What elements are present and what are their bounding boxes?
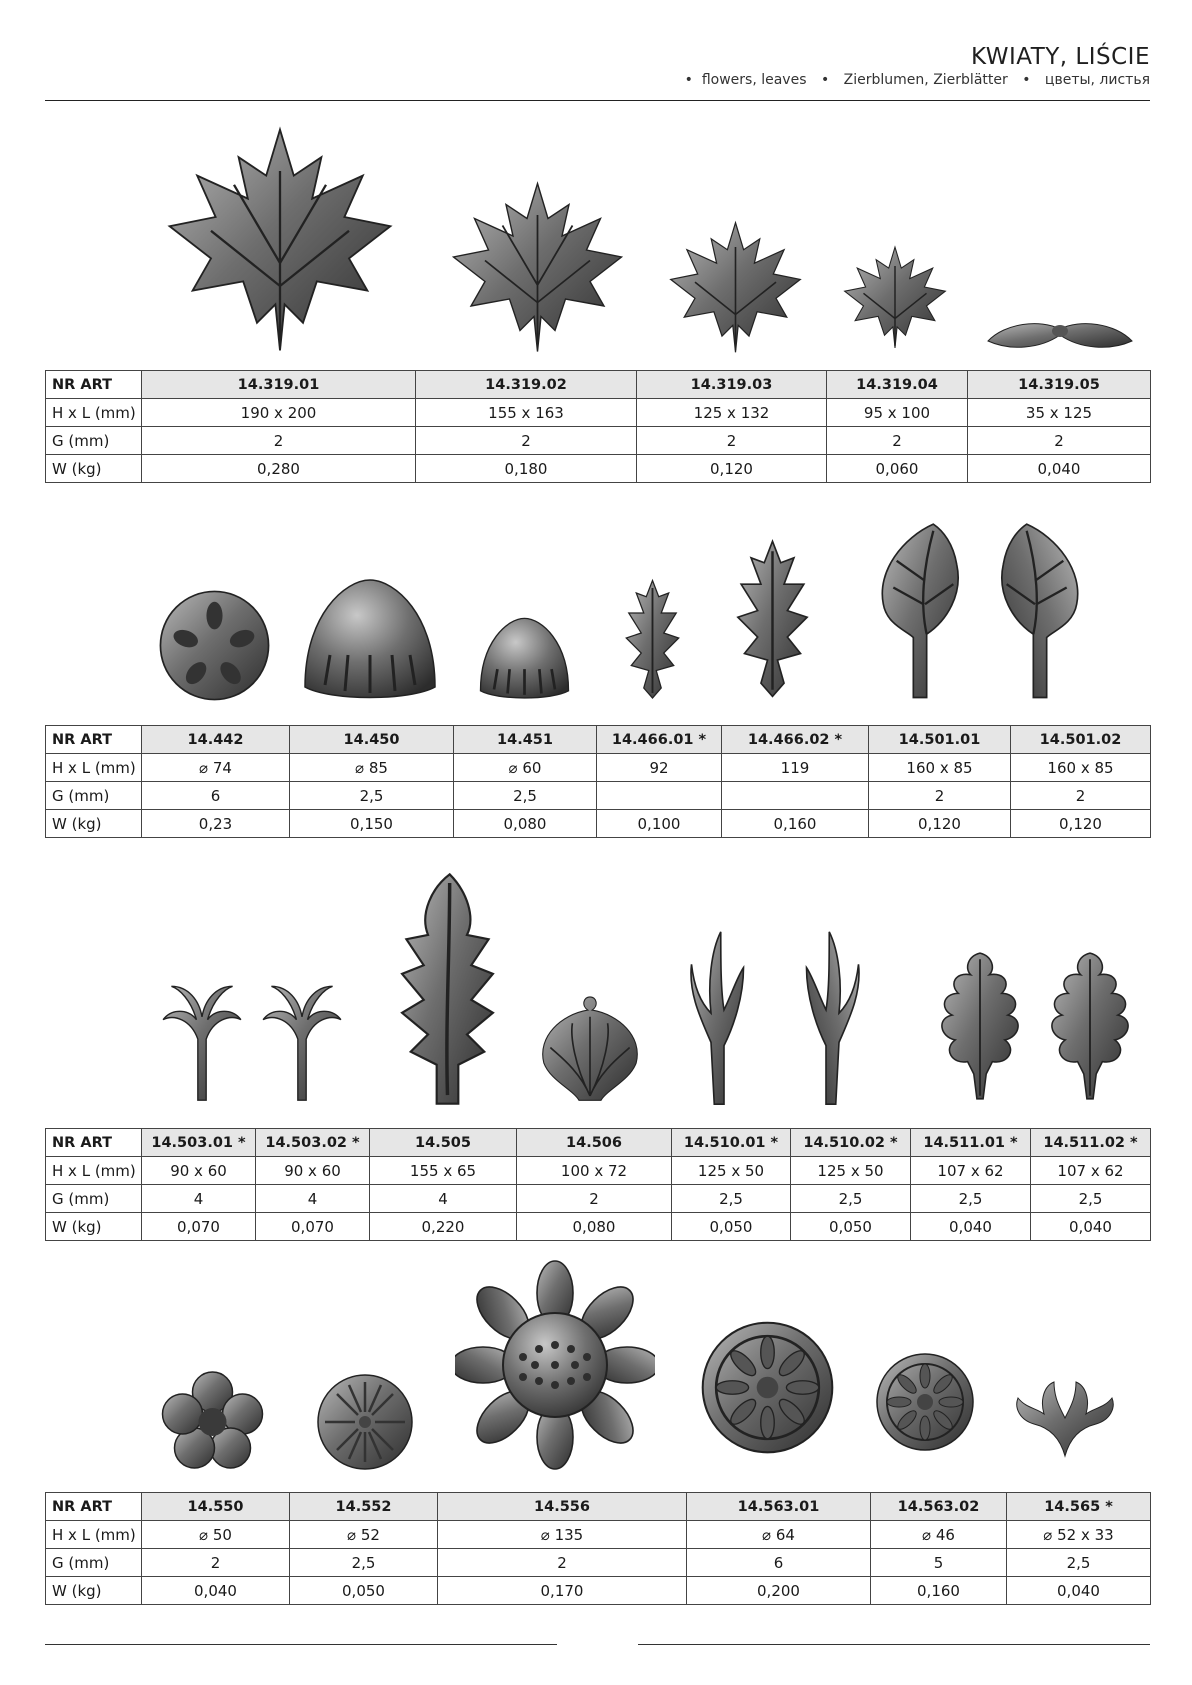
tulip-leaf-right-image xyxy=(800,928,865,1108)
table-row-gauge: G (mm) 6 2,5 2,5 2 2 xyxy=(46,782,1151,810)
leaf-stem-right-image xyxy=(990,520,1090,705)
spec-table-maple xyxy=(45,370,1151,483)
dome-small-image xyxy=(477,615,572,703)
section-domes-leaves xyxy=(45,520,1150,840)
table-row-weight: W (kg) 0,040 0,050 0,170 0,200 0,160 0,040 xyxy=(46,1577,1151,1605)
oak-leaf-left-image xyxy=(930,950,1030,1105)
maple-leaf-medium-image xyxy=(445,180,630,355)
table-row-gauge: G (mm) 2 2,5 2 6 5 2,5 xyxy=(46,1549,1151,1577)
rosette-large-image xyxy=(700,1320,835,1455)
section-maple-leaves xyxy=(45,120,1150,490)
acanthus-leaf-large-image xyxy=(725,538,820,703)
maple-leaf-large-image xyxy=(160,125,400,355)
oak-leaf-right-image xyxy=(1040,950,1140,1105)
table-row-size: H x L (mm) 190 x 200 155 x 163 125 x 132 95 x 100 35 x 125 xyxy=(46,399,1151,427)
subtitle-german: Zierblumen, Zierblätter xyxy=(843,72,1008,88)
subtitle-english: flowers, leaves xyxy=(701,72,807,88)
table-row-size: H x L (mm) 90 x 60 90 x 60 155 x 65 100 x 72 125 x 50 125 x 50 107 x 62 107 x 62 xyxy=(46,1157,1151,1185)
spec-table-sprays xyxy=(45,1128,1151,1241)
table-row-gauge: G (mm) 4 4 4 2 2,5 2,5 2,5 2,5 xyxy=(46,1185,1151,1213)
table-row-weight: W (kg) 0,070 0,070 0,220 0,080 0,050 0,050 0,040 0,040 xyxy=(46,1213,1151,1241)
header-divider xyxy=(45,100,1150,101)
footer-divider-right xyxy=(638,1644,1150,1645)
section-sprays-oak xyxy=(45,870,1150,1250)
table-row-art: NR ART 14.442 14.450 14.451 14.466.01 * 14.466.02 * 14.501.01 14.501.02 xyxy=(46,726,1151,754)
maple-seed-image xyxy=(985,315,1135,355)
subtitle-russian: цветы, листья xyxy=(1044,72,1150,88)
footer-divider-left xyxy=(45,1644,557,1645)
spray-right-image xyxy=(257,978,347,1103)
rosette-disc-image xyxy=(157,588,272,703)
table-row-art: NR ART 14.550 14.552 14.556 14.563.01 14.563.02 14.565 * xyxy=(46,1493,1151,1521)
spray-left-image xyxy=(157,978,247,1103)
table-row-weight: W (kg) 0,23 0,150 0,080 0,100 0,160 0,120 0,120 xyxy=(46,810,1151,838)
dome-large-image xyxy=(300,575,440,705)
section-flowers xyxy=(45,1260,1150,1620)
table-row-art: NR ART 14.319.01 14.319.02 14.319.03 14.319.04 14.319.05 xyxy=(46,371,1151,399)
table-row-art: NR ART 14.503.01 * 14.503.02 * 14.505 14.506 14.510.01 * 14.510.02 * 14.511.01 * 14.511.02 * xyxy=(46,1129,1151,1157)
lily-flower-image xyxy=(1010,1378,1120,1458)
daisy-disc-image xyxy=(315,1372,415,1472)
maple-leaf-small-image xyxy=(663,220,808,355)
table-row-gauge: G (mm) 2 2 2 2 2 xyxy=(46,427,1151,455)
shell-leaf-image xyxy=(535,990,645,1105)
spec-table-domes xyxy=(45,725,1151,838)
tulip-leaf-left-image xyxy=(685,928,750,1108)
flower-small-image xyxy=(160,1370,265,1470)
spec-table-flowers xyxy=(45,1492,1151,1605)
maple-leaf-mini-image xyxy=(840,245,950,350)
table-row-size: H x L (mm) ⌀ 74 ⌀ 85 ⌀ 60 92 119 160 x 85 160 x 85 xyxy=(46,754,1151,782)
rosette-small-image xyxy=(875,1352,975,1452)
leaf-stem-left-image xyxy=(870,520,970,705)
table-row-size: H x L (mm) ⌀ 50 ⌀ 52 ⌀ 135 ⌀ 64 ⌀ 46 ⌀ 52 x 33 xyxy=(46,1521,1151,1549)
table-row-weight: W (kg) 0,280 0,180 0,120 0,060 0,040 xyxy=(46,455,1151,483)
sunflower-image xyxy=(455,1260,655,1470)
acanthus-leaf-small-image xyxy=(620,578,685,703)
acanthus-tall-image xyxy=(390,870,505,1108)
page-subtitle: • flowers, leaves • Zierblumen, Zierblätter • цветы, листья xyxy=(684,72,1150,88)
page-title: KWIATY, LIŚCIE xyxy=(970,44,1150,70)
